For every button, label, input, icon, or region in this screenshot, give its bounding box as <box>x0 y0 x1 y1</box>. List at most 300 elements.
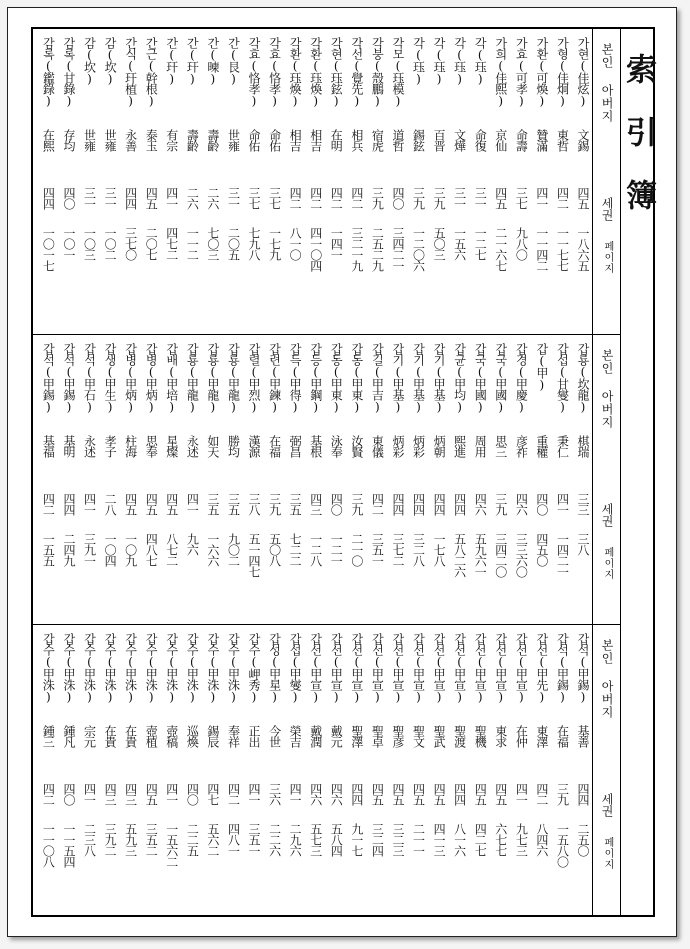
entry-page: 九〇二 <box>226 533 241 566</box>
entry-page: 三五二 <box>144 823 159 856</box>
entry-name: 갑배(甲培) <box>164 343 179 413</box>
entry-page: 三二八 <box>411 533 426 566</box>
entry-father: 世雍 <box>82 129 97 151</box>
index-entry <box>160 343 181 618</box>
entry-volume: 四〇 <box>61 187 76 209</box>
entry-page: 四八七 <box>144 533 159 566</box>
entry-volume: 四二 <box>41 493 56 515</box>
entry-name: 갑룡(坎龍) <box>576 343 590 413</box>
index-entry <box>510 633 531 909</box>
index-entry <box>119 343 140 618</box>
entry-father: 命壽 <box>514 129 529 151</box>
entry-father: 世雍 <box>226 129 241 151</box>
entry-volume: 四〇 <box>534 493 549 515</box>
entry-volume: 三五 <box>288 493 303 515</box>
index-entry <box>448 343 469 618</box>
index-entry <box>407 343 428 618</box>
entry-page: 八四六 <box>534 823 549 856</box>
entry-volume: 四四 <box>390 493 405 515</box>
entry-volume: 四四 <box>349 783 364 805</box>
entry-volume: 三三 <box>576 493 590 515</box>
index-entry <box>530 343 551 618</box>
entry-page: 三七〇 <box>123 227 138 260</box>
entry-name: 갑등(甲鋼) <box>308 343 323 413</box>
entry-volume: 四〇 <box>185 783 200 805</box>
entry-father: 星燦 <box>164 435 179 457</box>
entry-volume: 四一 <box>82 493 97 515</box>
entry-page: 四七二 <box>164 227 179 260</box>
entry-page: 一〇三 <box>82 227 97 260</box>
entry-volume: 四五 <box>411 783 426 805</box>
index-entry <box>304 37 325 328</box>
entry-page: 七九八 <box>247 227 261 260</box>
header-volume: 세권 <box>600 793 614 817</box>
entry-volume: 四一 <box>82 783 97 805</box>
entry-volume: 四六 <box>308 783 323 805</box>
entry-columns <box>37 37 592 328</box>
index-entry <box>551 37 572 328</box>
entry-volume: 四五 <box>493 783 508 805</box>
entry-volume: 二八 <box>103 493 118 515</box>
entry-father: 周用 <box>473 435 488 457</box>
entry-father: 存均 <box>61 129 76 151</box>
entry-page: 八一六 <box>452 823 467 856</box>
header-page: 페이지 <box>602 837 613 870</box>
index-entry <box>345 37 366 328</box>
index-entry <box>366 37 387 328</box>
index-entry <box>551 633 572 909</box>
entry-father: 思奉 <box>144 435 159 457</box>
entry-page: 三七二 <box>390 533 405 566</box>
entry-name: 각현(珏鉉) <box>329 37 344 107</box>
entry-name: 갑수(甲洙) <box>61 633 76 703</box>
entry-name: 갑섭(甘燮) <box>555 343 570 413</box>
entry-name: 각(珏) <box>432 37 447 85</box>
entry-volume: 四四 <box>61 493 76 515</box>
entry-name: 갑선(甲宣) <box>370 633 385 703</box>
entry-volume: 四一 <box>555 493 570 515</box>
entry-father: 東澤 <box>534 725 549 747</box>
entry-volume: 四二 <box>41 783 56 805</box>
entry-name: 갑선(甲宣) <box>411 633 426 703</box>
entry-page: 二一〇 <box>349 533 364 566</box>
entry-page: 一五六 <box>452 227 467 260</box>
entry-name: 가형(佳炯) <box>555 37 570 107</box>
section-header <box>592 29 620 334</box>
header-page: 페이지 <box>602 241 613 274</box>
entry-volume: 三七 <box>247 187 261 209</box>
header-name: 본인 <box>600 639 614 665</box>
entry-father: 宿虎 <box>370 129 385 151</box>
entry-name: 감(坎) <box>103 37 118 85</box>
entry-father: 泰玉 <box>144 129 159 151</box>
entry-page: 五〇八 <box>267 533 282 566</box>
entry-father: 命復 <box>473 129 488 151</box>
entry-page: 一二七 <box>473 227 488 260</box>
entry-father: 文燁 <box>452 129 467 151</box>
entry-father: 聖彦 <box>390 725 405 747</box>
index-entry <box>201 343 222 618</box>
entry-page: 一一二 <box>185 227 200 260</box>
entry-name: 갑선(甲宣) <box>329 633 344 703</box>
index-entry <box>140 343 161 618</box>
entry-page: 二一六七 <box>493 227 508 271</box>
index-entry <box>510 343 531 618</box>
index-frame <box>31 27 655 917</box>
entry-father: 壽齡 <box>185 129 200 151</box>
entry-father: 聖澤 <box>349 725 364 747</box>
entry-volume: 三九 <box>432 187 447 209</box>
entry-father: 在仲 <box>514 725 529 747</box>
entry-page: 一二八 <box>308 533 323 566</box>
entry-father: 棋瑞 <box>576 435 590 457</box>
index-entry <box>201 633 222 909</box>
entry-name: 각환(珏煥) <box>288 37 303 107</box>
index-entry <box>140 37 161 328</box>
index-entry <box>57 37 78 328</box>
entry-father: 相吉 <box>288 129 303 151</box>
entry-father: 彦祚 <box>514 435 529 457</box>
entry-father: 東儀 <box>370 435 385 457</box>
entry-father: 聖文 <box>411 725 426 747</box>
entry-name: 갑균(甲均) <box>452 343 467 413</box>
entry-name: 갑병(甲炳) <box>144 343 159 413</box>
entry-volume: 四五 <box>493 187 508 209</box>
index-entry <box>325 343 346 618</box>
index-entry <box>160 37 181 328</box>
index-entry <box>140 633 161 909</box>
entry-page: 五九三 <box>123 823 138 856</box>
entry-name: 갑석(甲錫) <box>576 633 590 703</box>
entry-volume: 二六 <box>205 187 220 209</box>
entry-page: 三三六〇 <box>514 533 529 577</box>
entry-name: 감(坎) <box>82 37 97 85</box>
entry-page: 一五五 <box>41 533 56 566</box>
index-page <box>7 7 677 937</box>
entry-page: 九七三 <box>514 823 529 856</box>
entry-volume: 四五 <box>144 493 159 515</box>
entry-father: 泳奉 <box>329 435 344 457</box>
entry-volume: 三九 <box>267 493 282 515</box>
entry-name: 갑선(甲宣) <box>432 633 447 703</box>
entry-father: 在熙 <box>41 129 56 151</box>
index-entry <box>428 343 449 618</box>
entry-name: 갑기(甲基) <box>432 343 447 413</box>
index-entry <box>386 37 407 328</box>
entry-name: 간(暕) <box>205 37 220 85</box>
entry-page: 一〇四 <box>103 533 118 566</box>
entry-page: 四二七 <box>473 823 488 856</box>
entry-name: 갑룡(甲龍) <box>185 343 200 413</box>
entry-volume: 四七 <box>205 783 220 805</box>
entry-page: 一八六五 <box>576 227 590 271</box>
entry-columns <box>37 633 592 909</box>
index-entry <box>78 633 99 909</box>
index-entry <box>325 37 346 328</box>
index-entry <box>284 343 305 618</box>
entry-father: 弼昌 <box>288 435 303 457</box>
index-entry <box>366 633 387 909</box>
entry-volume: 四五 <box>432 783 447 805</box>
index-entry <box>386 633 407 909</box>
entry-name: 갑석(甲錫) <box>555 633 570 703</box>
entry-father: 宗元 <box>82 725 97 747</box>
entry-name: 갑길(甲吉) <box>370 343 385 413</box>
section-header <box>592 335 620 624</box>
entry-name: 갑선(甲宣) <box>514 633 529 703</box>
index-entry <box>242 37 263 328</box>
index-entry <box>489 343 510 618</box>
entry-page: 六七七 <box>493 823 508 856</box>
index-entry <box>201 37 222 328</box>
entry-father: 戴潤 <box>308 725 323 747</box>
entry-volume: 四〇 <box>390 187 405 209</box>
entry-name: 갑수(甲洙) <box>185 633 200 703</box>
entry-name: 갑룡(甲龍) <box>226 343 241 413</box>
entry-father: 永述 <box>82 435 97 457</box>
entry-name: 갑석(甲錫) <box>61 343 76 413</box>
entry-page: 三二四 <box>370 823 385 856</box>
entry-page: 五九六一 <box>473 533 488 577</box>
entry-volume: 二六 <box>185 187 200 209</box>
entry-page: 三九二 <box>103 823 118 856</box>
entry-name: 갑수(甲洙) <box>226 633 241 703</box>
entry-name: 갑국(甲國) <box>473 343 488 413</box>
index-entry <box>571 633 592 909</box>
index-entry <box>181 37 202 328</box>
entry-volume: 四五 <box>576 187 590 209</box>
section-header <box>592 625 620 915</box>
entry-father: 東哲 <box>555 129 570 151</box>
entry-volume: 三五 <box>205 493 220 515</box>
entry-name: 갑선(甲宣) <box>452 633 467 703</box>
entry-father: 炳彩 <box>390 435 405 457</box>
entry-page: 三四二一 <box>390 227 405 271</box>
entry-volume: 三六 <box>267 783 282 805</box>
index-entry <box>119 37 140 328</box>
entry-page: 九一七 <box>349 823 364 856</box>
index-entry <box>448 633 469 909</box>
index-entry <box>99 37 120 328</box>
entry-volume: 三七 <box>267 187 282 209</box>
entry-father: 贊滿 <box>534 129 549 151</box>
entry-volume: 四一 <box>514 783 529 805</box>
entry-name: 갑선(甲宣) <box>493 633 508 703</box>
entry-father: 基根 <box>308 435 323 457</box>
index-entry <box>37 37 58 328</box>
entry-columns <box>37 343 592 618</box>
entry-page: 二〇七 <box>144 227 159 260</box>
header-volume: 세권 <box>600 503 614 527</box>
entry-page: 四一〇四 <box>308 227 323 271</box>
entry-volume: 四四 <box>411 493 426 515</box>
entry-father: 思三 <box>493 435 508 457</box>
entry-name: 갑석(甲石) <box>82 343 97 413</box>
entry-volume: 三九 <box>411 187 426 209</box>
header-page: 페이지 <box>602 547 613 580</box>
entry-page: 一四二一 <box>555 533 570 577</box>
index-entry <box>304 633 325 909</box>
entry-page: 二九六 <box>288 823 303 856</box>
entry-name: 갑동(甲東) <box>349 343 364 413</box>
entry-volume: 三七 <box>514 187 529 209</box>
index-entry <box>345 343 366 618</box>
entry-name: 갑국(甲國) <box>493 343 508 413</box>
entry-father: 漢源 <box>247 435 261 457</box>
entry-volume: 三五 <box>226 493 241 515</box>
entry-page: 三八 <box>576 533 590 555</box>
index-entry <box>57 343 78 618</box>
entry-father: 在貴 <box>123 725 138 747</box>
index-entry <box>530 37 551 328</box>
entry-name: 각효(恪孝) <box>267 37 282 107</box>
index-entry <box>242 343 263 618</box>
entry-volume: 四〇 <box>61 783 76 805</box>
entry-name: 갑성(甲星) <box>267 633 282 703</box>
entry-page: 三二三 <box>390 823 405 856</box>
entry-name: 갑득(甲得) <box>288 343 303 413</box>
entry-father: 世雍 <box>103 129 118 151</box>
entry-father: 聖機 <box>473 725 488 747</box>
entry-name: 각붕(殼鵬) <box>370 37 385 107</box>
entry-name: 가현(佳炫) <box>576 37 590 107</box>
entry-volume: 三九 <box>349 493 364 515</box>
index-entry <box>222 633 243 909</box>
entry-volume: 四二 <box>329 187 344 209</box>
entry-page: 一二一 <box>329 533 344 566</box>
entry-volume: 四四 <box>452 783 467 805</box>
entry-page: 四八一 <box>226 823 241 856</box>
entry-father: 戴元 <box>329 725 344 747</box>
header-father: 아버지 <box>600 84 614 123</box>
entry-page: 四五〇 <box>534 533 549 566</box>
entry-father: 東求 <box>493 725 508 747</box>
entry-volume: 四〇 <box>329 493 344 515</box>
entry-volume: 三九 <box>555 783 570 805</box>
entry-volume: 四六 <box>514 493 529 515</box>
entry-page: 一〇二 <box>103 227 118 260</box>
index-entry <box>366 343 387 618</box>
entry-page: 一七八 <box>432 533 447 566</box>
entry-page: 二二六 <box>267 823 282 856</box>
entry-father: 錫鉉 <box>411 129 426 151</box>
index-entry <box>284 633 305 909</box>
entry-page: 一二〇六 <box>411 227 426 271</box>
entry-name: 간식(玕植) <box>123 37 138 107</box>
entry-name: 갑련(甲鍊) <box>267 343 282 413</box>
entry-volume: 三一 <box>103 187 118 209</box>
index-entry <box>551 343 572 618</box>
entry-father: 秉仁 <box>555 435 570 457</box>
index-entry <box>469 37 490 328</box>
index-entry <box>119 633 140 909</box>
entry-volume: 四五 <box>123 493 138 515</box>
entry-name: 갑수(岬秀) <box>247 633 261 703</box>
entry-volume: 四四 <box>41 187 56 209</box>
entry-father: 壺稿 <box>164 725 179 747</box>
entry-father: 鍾三 <box>41 725 56 747</box>
header-name: 본인 <box>600 43 614 69</box>
entry-page: 三二一九 <box>349 227 364 271</box>
entry-page: 一四一 <box>329 227 344 260</box>
entry-volume: 三一 <box>82 187 97 209</box>
index-entry <box>345 633 366 909</box>
entry-name: 갑(甲) <box>534 343 549 391</box>
entry-name: 갑룡(甲龍) <box>205 343 220 413</box>
entry-name: 갑수(甲洙) <box>41 633 56 703</box>
index-entry <box>386 343 407 618</box>
entry-volume: 四二 <box>226 783 241 805</box>
entry-father: 巡煥 <box>185 725 200 747</box>
entry-volume: 四一 <box>534 187 549 209</box>
entry-name: 각효(恪孝) <box>247 37 261 107</box>
entry-page: 一〇九 <box>123 533 138 566</box>
entry-father: 聖渡 <box>452 725 467 747</box>
entry-father: 在福 <box>267 435 282 457</box>
entry-page: 二二五 <box>185 823 200 856</box>
entry-father: 如天 <box>205 435 220 457</box>
entry-page: 九八〇 <box>514 227 529 260</box>
entry-page: 一一七七 <box>555 227 570 271</box>
index-section-1 <box>33 29 620 334</box>
entry-volume: 四二 <box>349 187 364 209</box>
entry-page: 五一四七 <box>247 533 261 577</box>
entry-page: 五八二六 <box>452 533 467 577</box>
entry-page: 三四二〇 <box>493 533 508 577</box>
entry-volume: 四六 <box>473 493 488 515</box>
entry-name: 갑수(甲洙) <box>82 633 97 703</box>
entry-name: 각(珏) <box>452 37 467 85</box>
entry-volume: 四一 <box>185 493 200 515</box>
entry-volume: 四二 <box>555 187 570 209</box>
entry-father: 壺植 <box>144 725 159 747</box>
entry-volume: 四四 <box>452 493 467 515</box>
entry-volume: 四五 <box>390 783 405 805</box>
entry-page: 一七九 <box>267 227 282 260</box>
entry-page: 八一〇 <box>288 227 303 260</box>
entry-volume: 三九 <box>493 493 508 515</box>
entry-father: 榮吉 <box>288 725 303 747</box>
entry-name: 갑동(甲東) <box>329 343 344 413</box>
index-entry <box>222 37 243 328</box>
entry-volume: 三一 <box>473 187 488 209</box>
entry-father: 文錫 <box>576 129 590 151</box>
entry-name: 갑수(甲洙) <box>103 633 118 703</box>
entry-father: 永善 <box>123 129 138 151</box>
entry-page: 二四九 <box>61 533 76 566</box>
title-column <box>620 29 656 915</box>
entry-page: 一五六二 <box>164 823 179 867</box>
index-entry <box>263 633 284 909</box>
entry-volume: 四五 <box>473 783 488 805</box>
entry-name: 갑수(甲洙) <box>123 633 138 703</box>
entry-father: 柱海 <box>123 435 138 457</box>
entry-name: 각선(覺先) <box>349 37 364 107</box>
entry-volume: 四五 <box>144 783 159 805</box>
index-entry <box>57 633 78 909</box>
entry-volume: 三一 <box>452 187 467 209</box>
entry-father: 百晋 <box>432 129 447 151</box>
entry-name: 갑선(甲宣) <box>473 633 488 703</box>
entry-name: 갑수(甲洙) <box>144 633 159 703</box>
entry-father: 基福 <box>41 435 56 457</box>
index-entry <box>242 633 263 909</box>
entry-page: 二五二九 <box>370 227 385 271</box>
entry-page: 二一一 <box>411 823 426 856</box>
entry-name: 갑석(甲錫) <box>41 343 56 413</box>
index-section-3 <box>33 624 620 915</box>
index-entry <box>571 37 592 328</box>
